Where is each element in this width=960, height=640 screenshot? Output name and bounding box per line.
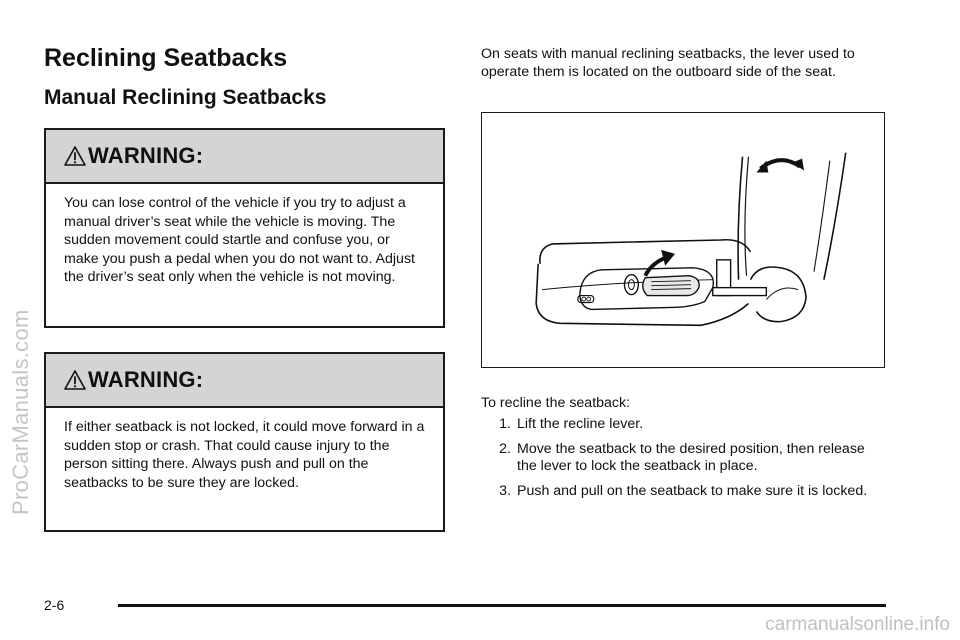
seat-drawing bbox=[482, 113, 884, 367]
warning-label: WARNING: bbox=[88, 367, 204, 392]
list-item bbox=[481, 441, 881, 476]
warning-label: WARNING: bbox=[88, 143, 204, 168]
step-number: 1. bbox=[499, 416, 511, 432]
warning-box-seatback-lock bbox=[44, 352, 445, 532]
footer-divider bbox=[118, 604, 886, 607]
lever-location-text: On seats with manual reclining seatbacks, the lever used to operate them is located on the outboard side of the seat. bbox=[481, 46, 855, 80]
list-item bbox=[481, 483, 881, 501]
warning-header bbox=[46, 354, 443, 408]
recline-instructions-intro: To recline the seatback: bbox=[481, 395, 631, 411]
bottom-watermark: carmanualsonline.info bbox=[765, 614, 950, 635]
page-number: 2-6 bbox=[44, 597, 65, 613]
warning-triangle-icon bbox=[64, 370, 86, 390]
step-number: 2. bbox=[499, 440, 511, 457]
step-text: Move the seatback to the desired position, then release the lever to lock the seatback in place. bbox=[517, 440, 865, 474]
warning-header bbox=[46, 130, 443, 184]
list-item bbox=[481, 416, 881, 434]
recline-lever bbox=[643, 276, 699, 296]
lift-arrow-icon bbox=[645, 258, 665, 276]
seat-recline-illustration bbox=[481, 112, 885, 368]
recline-steps-list bbox=[481, 416, 881, 507]
section-subtitle: Manual Reclining Seatbacks bbox=[44, 86, 327, 109]
step-number: 3. bbox=[499, 482, 511, 499]
warning-triangle-icon bbox=[64, 146, 86, 166]
step-text: Lift the recline lever. bbox=[517, 416, 644, 432]
step-text: Push and pull on the seatback to make sure it is locked. bbox=[517, 482, 868, 499]
page-title: Reclining Seatbacks bbox=[44, 44, 288, 72]
warning-box-driver-seat bbox=[44, 128, 445, 328]
warning-text: If either seatback is not locked, it could move forward in a sudden stop or crash. That could cause injury to the person sitting there. Always push and pull on the seatbacks to be sure they are locked. bbox=[64, 419, 425, 491]
side-watermark: ProCarManuals.com bbox=[8, 309, 33, 515]
warning-text: You can lose control of the vehicle if you try to adjust a manual driver’s seat while the vehicle is moving. The sudden movement could startle and confuse you, or make you push a pedal when you do not want to. Adjust the driver’s seat only when the vehicle is not moving. bbox=[64, 195, 415, 286]
